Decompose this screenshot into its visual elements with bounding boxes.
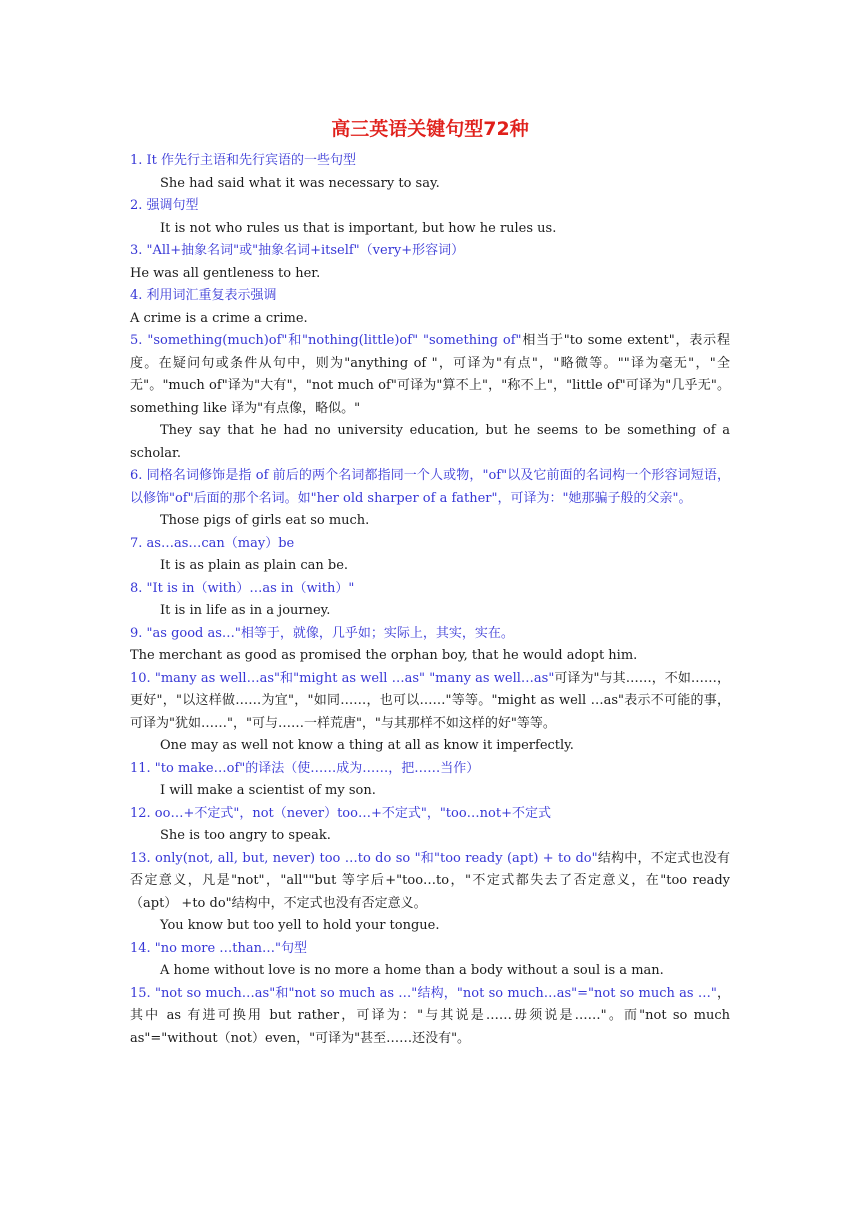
item-5-heading: 5. "something(much)of"和"nothing(little)of" "something of"	[130, 333, 522, 348]
item-10-heading: 10. "many as well…as"和"might as well …as" "many as well…as"	[130, 670, 555, 686]
item-10-example: One may as well not know a thing at all as know it imperfectly.	[160, 738, 574, 753]
item-14-heading: 14. "no more …than…"句型	[130, 940, 308, 956]
item-8-example: It is in life as in a journey.	[160, 603, 331, 618]
item-10-body: 可译为"与其……，不如……，更好"，"以这样做……为宜"，"如同……，也可以……"等等。"might as well …as"表示不可能的事，可译为"犹如……"，"可与……一样荒唐"，"与其那样不如这样的好"等等。	[130, 670, 730, 731]
item-9-heading: 9. "as good as…"相等于，就像，几乎如；实际上，其实，实在。	[130, 625, 514, 641]
item-6-heading: 6. 同格名词修饰是指 of 前后的两个名词都指同一个人或物，"of"以及它前面的名词构一个形容词短语，以修饰"of"后面的那个名词。如"her old sharper of a father"，可译为："她那骗子般的父亲"。	[130, 468, 730, 506]
item-5-paragraph	[130, 330, 730, 420]
page-title: 高三英语关键句型72种	[331, 118, 529, 140]
item-2-heading: 2. 强调句型	[130, 198, 199, 213]
item-15-paragraph	[130, 983, 730, 1051]
item-5-example: They say that he had no university education, but he seems to be something of a scholar.	[130, 423, 730, 461]
item-7-example: It is as plain as plain can be.	[160, 558, 349, 573]
item-4-heading: 4. 利用词汇重复表示强调	[130, 288, 277, 303]
document-body	[130, 150, 730, 1050]
item-10-paragraph	[130, 668, 730, 736]
item-3-heading: 3. "All+抽象名词"或"抽象名词+itself"（very+形容词）	[130, 243, 465, 258]
item-8-heading: 8. "It is in（with）…as in（with）"	[130, 580, 355, 596]
item-12-heading: 12. oo…+不定式"，not（never）too…+不定式"，"too…not+不定式	[130, 805, 551, 821]
item-7-heading: 7. as…as…can（may）be	[130, 535, 295, 551]
item-13-paragraph	[130, 848, 730, 916]
item-11-example: I will make a scientist of my son.	[160, 783, 376, 798]
item-15-body: ，其中 as 有进可换用 but rather，可译为："与其说是……毋须说是……"。而"not so much as"="without（not）even，"可译为"甚至……还没有"。	[130, 985, 730, 1046]
item-1-heading: 1. It 作先行主语和先行宾语的一些句型	[130, 153, 357, 168]
item-9-example: The merchant as good as promised the orphan boy, that he would adopt him.	[130, 648, 638, 663]
item-3-example: He was all gentleness to her.	[130, 265, 321, 281]
item-14-example: A home without love is no more a home than a body without a soul is a man.	[160, 963, 664, 978]
item-1-example: She had said what it was necessary to say.	[160, 175, 440, 191]
item-2-example: It is not who rules us that is important, but how he rules us.	[160, 220, 557, 236]
item-13-heading: 13. only(not, all, but, never) too …to do so "和"too ready (apt) + to do"	[130, 850, 598, 866]
item-13-example: You know but too yell to hold your tongue.	[160, 918, 440, 933]
item-13-body: 结构中，不定式也没有否定意义，凡是"not"，"all""but 等字后+"too…to，"不定式都失去了否定意义，在"too ready（apt） +to do"结构中，不定式也没有否定意义。	[130, 850, 730, 911]
item-4-example: A crime is a crime a crime.	[130, 310, 308, 326]
item-6-example: Those pigs of girls eat so much.	[160, 513, 370, 528]
item-5-body: 相当于"to some extent"，表示程度。在疑问句或条件从句中，则为"anything of "，可译为"有点"，"略微等。""译为毫无"，"全无"。"much of"译为"大有"，"not much of"可译为"算不上"，"称不上"，"little of"可译为"几乎无"。something like 译为"有点像，略似。"	[130, 333, 730, 416]
item-15-heading: 15. "not so much…as"和"not so much as …"结构，"not so much…as"="not so much as …"	[130, 985, 717, 1001]
item-12-example: She is too angry to speak.	[160, 828, 331, 843]
item-11-heading: 11. "to make…of"的译法（使……成为……，把……当作）	[130, 760, 480, 776]
